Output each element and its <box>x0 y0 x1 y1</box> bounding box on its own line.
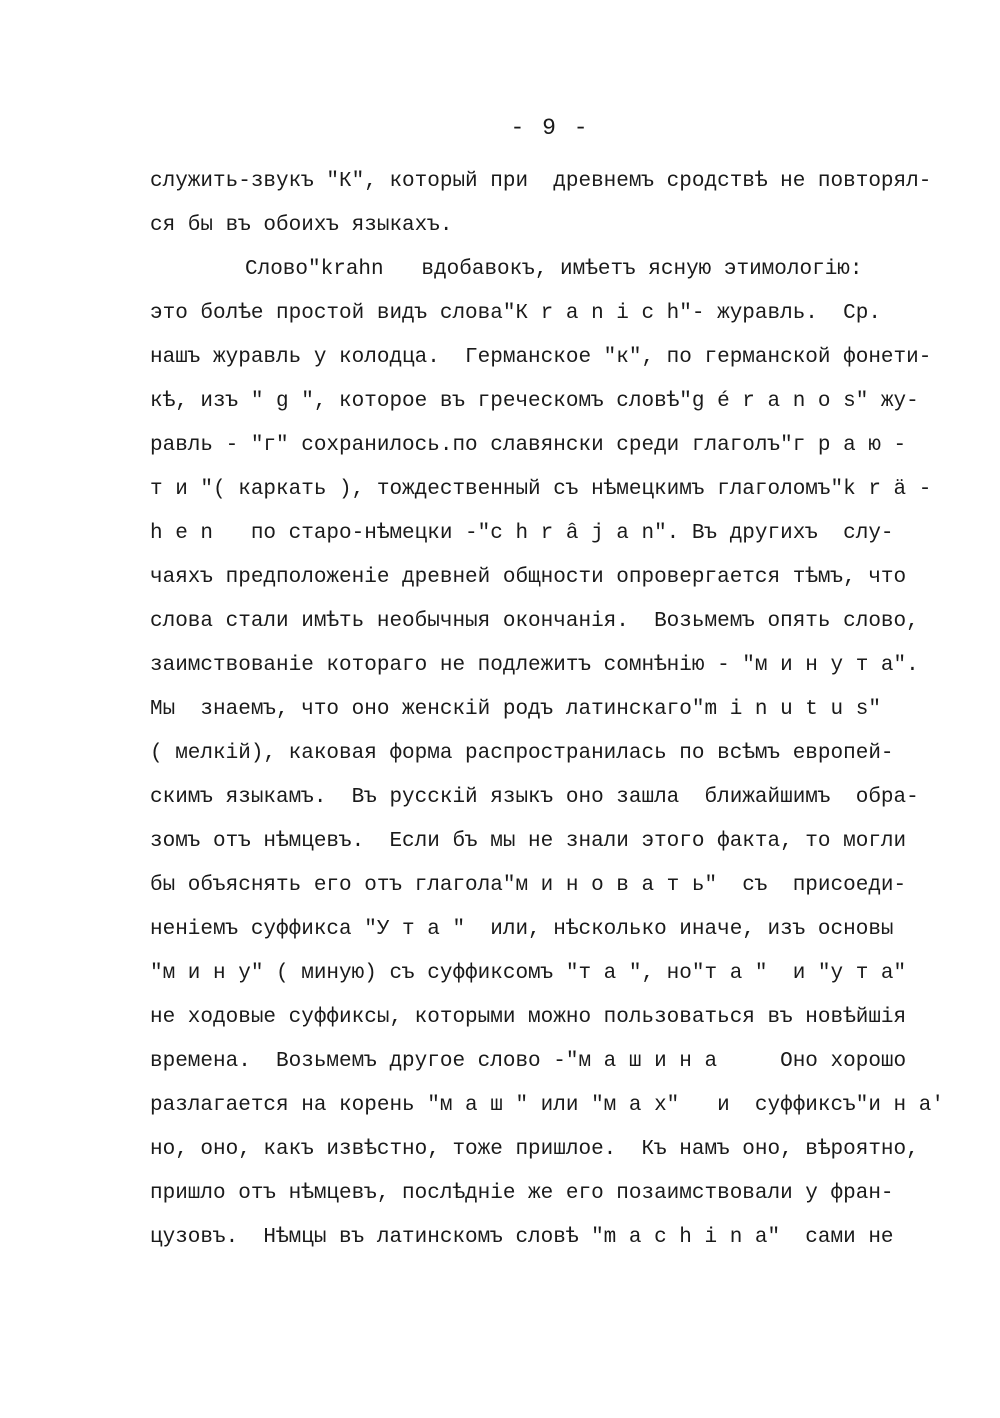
text-line: Мы знаемъ, что оно женскій родъ латинскаго"m i n u t u s" <box>150 698 881 721</box>
text-line: ся бы въ обоихъ языкахъ. <box>150 214 453 237</box>
text-line: слова стали имѣть необычныя окончанія. Возьмемъ опять слово, <box>150 610 919 633</box>
text-line: неніемъ суффикса "У т а " или, нѣсколько иначе, изъ основы <box>150 918 894 941</box>
text-line: "м и н у" ( миную) съ суффиксомъ "т а ", но"т а " и "у т а" <box>150 962 907 985</box>
text-line: зомъ отъ нѣмцевъ. Если бъ мы не знали этого факта, то могли <box>150 830 907 853</box>
text-line: Слово"krahn вдобавокъ, имѣетъ ясную этимологію: <box>245 258 863 281</box>
text-line: h e n по старо-нѣмецки -"c h r â j a n". Въ другихъ слу- <box>150 522 894 545</box>
text-line: заимствованіе котораго не подлежитъ сомнѣнію - "м и н у т а". <box>150 654 919 677</box>
text-line: бы объяснять его отъ глагола"м и н о в а т ь" съ присоеди- <box>150 874 907 897</box>
text-line: пришло отъ нѣмцевъ, послѣдніе же его позаимствовали у фран- <box>150 1182 894 1205</box>
text-line: т и "( каркать ), тождественный съ нѣмецкимъ глаголомъ"k r ä - <box>150 478 932 501</box>
text-line: ( мелкій), каковая форма распространилась по всѣмъ европей- <box>150 742 894 765</box>
text-line: но, оно, какъ извѣстно, тоже пришлое. Къ намъ оно, вѣроятно, <box>150 1138 919 1161</box>
text-line: служить-звукъ "К", который при древнемъ сродствѣ не повторял- <box>150 170 932 193</box>
text-line: скимъ языкамъ. Въ русскій языкъ оно зашла ближайшимъ обра- <box>150 786 919 809</box>
page-number: - 9 - <box>510 115 590 141</box>
text-line: разлагается на корень "м а ш " или "м а х" и суффиксъ"и н а' <box>150 1094 944 1117</box>
text-line: нашъ журавль у колодца. Германское "к", по германской фонети- <box>150 346 932 369</box>
text-line: цузовъ. Нѣмцы въ латинскомъ словѣ "m a c h i n a" сами не <box>150 1226 894 1249</box>
text-line: времена. Возьмемъ другое слово -"м а ш и н а Оно хорошо <box>150 1050 907 1073</box>
text-line: это болѣе простой видъ слова"К r a n i c h"- журавль. Ср. <box>150 302 881 325</box>
body-text <box>150 160 944 1260</box>
text-line: кѣ, изъ " g ", которое въ греческомъ словѣ"g é r a n o s" жу- <box>150 390 919 413</box>
text-line: чаяхъ предположеніе древней общности опровергается тѣмъ, что <box>150 566 907 589</box>
text-line: не ходовые суффиксы, которыми можно пользоваться въ новѣйшія <box>150 1006 907 1029</box>
text-line: равль - "г" сохранилось.по славянски среди глаголъ"г р а ю - <box>150 434 907 457</box>
